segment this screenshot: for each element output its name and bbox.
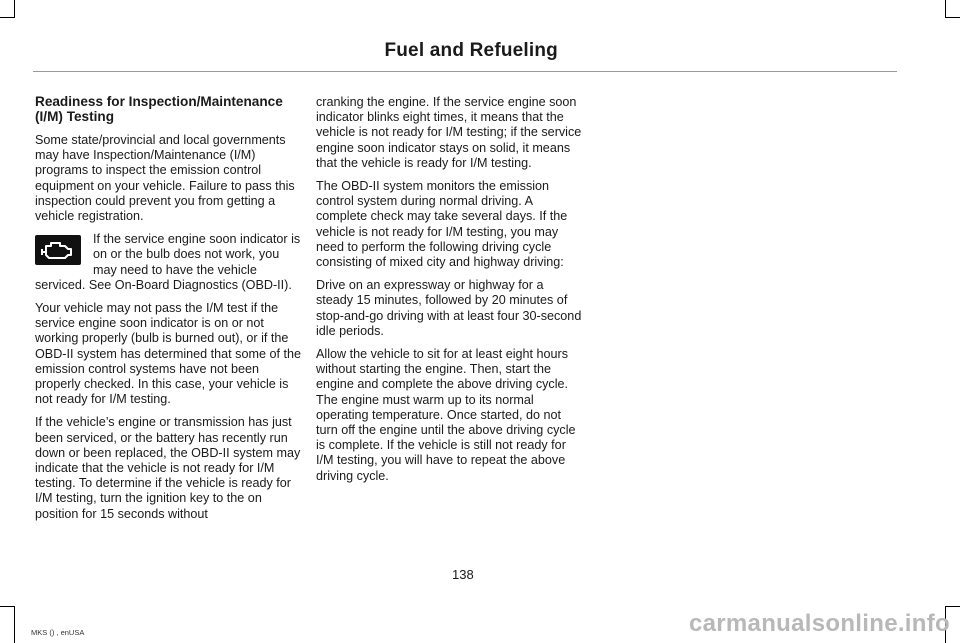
paragraph: The OBD-II system monitors the emission control system during normal driving. A complete check may take several days. If the vehicle is not ready for I/M testing, you may need to perform the following driving cycle consisting of mixed city and highway driving:: [316, 179, 568, 270]
crop-mark-bottom-right-h: [945, 606, 960, 607]
indicator-text: If the service engine soon indicator is on or the bulb does not work, you may need to have the vehicle serviced. See On-Board Diagnostics (OBD-II).: [35, 232, 301, 292]
paragraph: If the vehicle’s engine or transmission has just been serviced, or the battery has recently run down or been replaced, the OBD-II system may indicate that the vehicle is not ready for I/M testing. To determine if the vehicle is ready for I/M testing, turn the ignition key to the on position for 15 seconds without: [35, 415, 301, 521]
crop-mark-top-right: [945, 0, 946, 17]
indicator-paragraph: [35, 232, 303, 293]
crop-mark-bottom-left: [14, 606, 15, 643]
paragraph: Drive on an expressway or highway for a steady 15 minutes, followed by 20 minutes of stop-and-go driving with at least four 30-second idle periods.: [316, 278, 582, 338]
watermark: carmanualsonline.info: [688, 610, 950, 637]
crop-mark-top-right-h: [945, 17, 960, 18]
page-title: Fuel and Refueling: [384, 40, 558, 61]
footer-model-code: MKS () , enUSA: [31, 628, 85, 637]
paragraph: Some state/provincial and local governments may have Inspection/Maintenance (I/M) programs to inspect the emission control equipment on your vehicle. Failure to pass this inspection could prevent you from getting a vehicle registration.: [35, 133, 295, 224]
header-divider: [33, 71, 897, 72]
section-heading: Readiness for Inspection/Maintenance (I/M) Testing: [35, 94, 283, 124]
check-engine-icon: [35, 235, 81, 265]
paragraph: cranking the engine. If the service engine soon indicator blinks eight times, it means that the vehicle is not ready for I/M testing; if the service engine soon indicator stays on solid, it means that the vehicle is ready for I/M testing.: [316, 95, 582, 170]
right-column: [316, 95, 584, 492]
page-number: 138: [452, 567, 474, 582]
crop-mark-bottom-left-h: [0, 606, 15, 607]
crop-mark-top-left-h: [0, 17, 15, 18]
paragraph: Allow the vehicle to sit for at least eight hours without starting the engine. Then, start the engine and complete the above driving cycle. The engine must warm up to its normal operating temperature. Once started, do not turn off the engine until the above driving cycle is complete. If the vehicle is still not ready for I/M testing, you will have to repeat the above driving cycle.: [316, 347, 576, 483]
left-column: [35, 95, 303, 530]
paragraph: Your vehicle may not pass the I/M test if the service engine soon indicator is on or not working properly (bulb is burned out), or if the OBD-II system has determined that some of the emission control systems have not been properly checked. In this case, your vehicle is not ready for I/M testing.: [35, 301, 301, 407]
crop-mark-top-left: [14, 0, 15, 17]
